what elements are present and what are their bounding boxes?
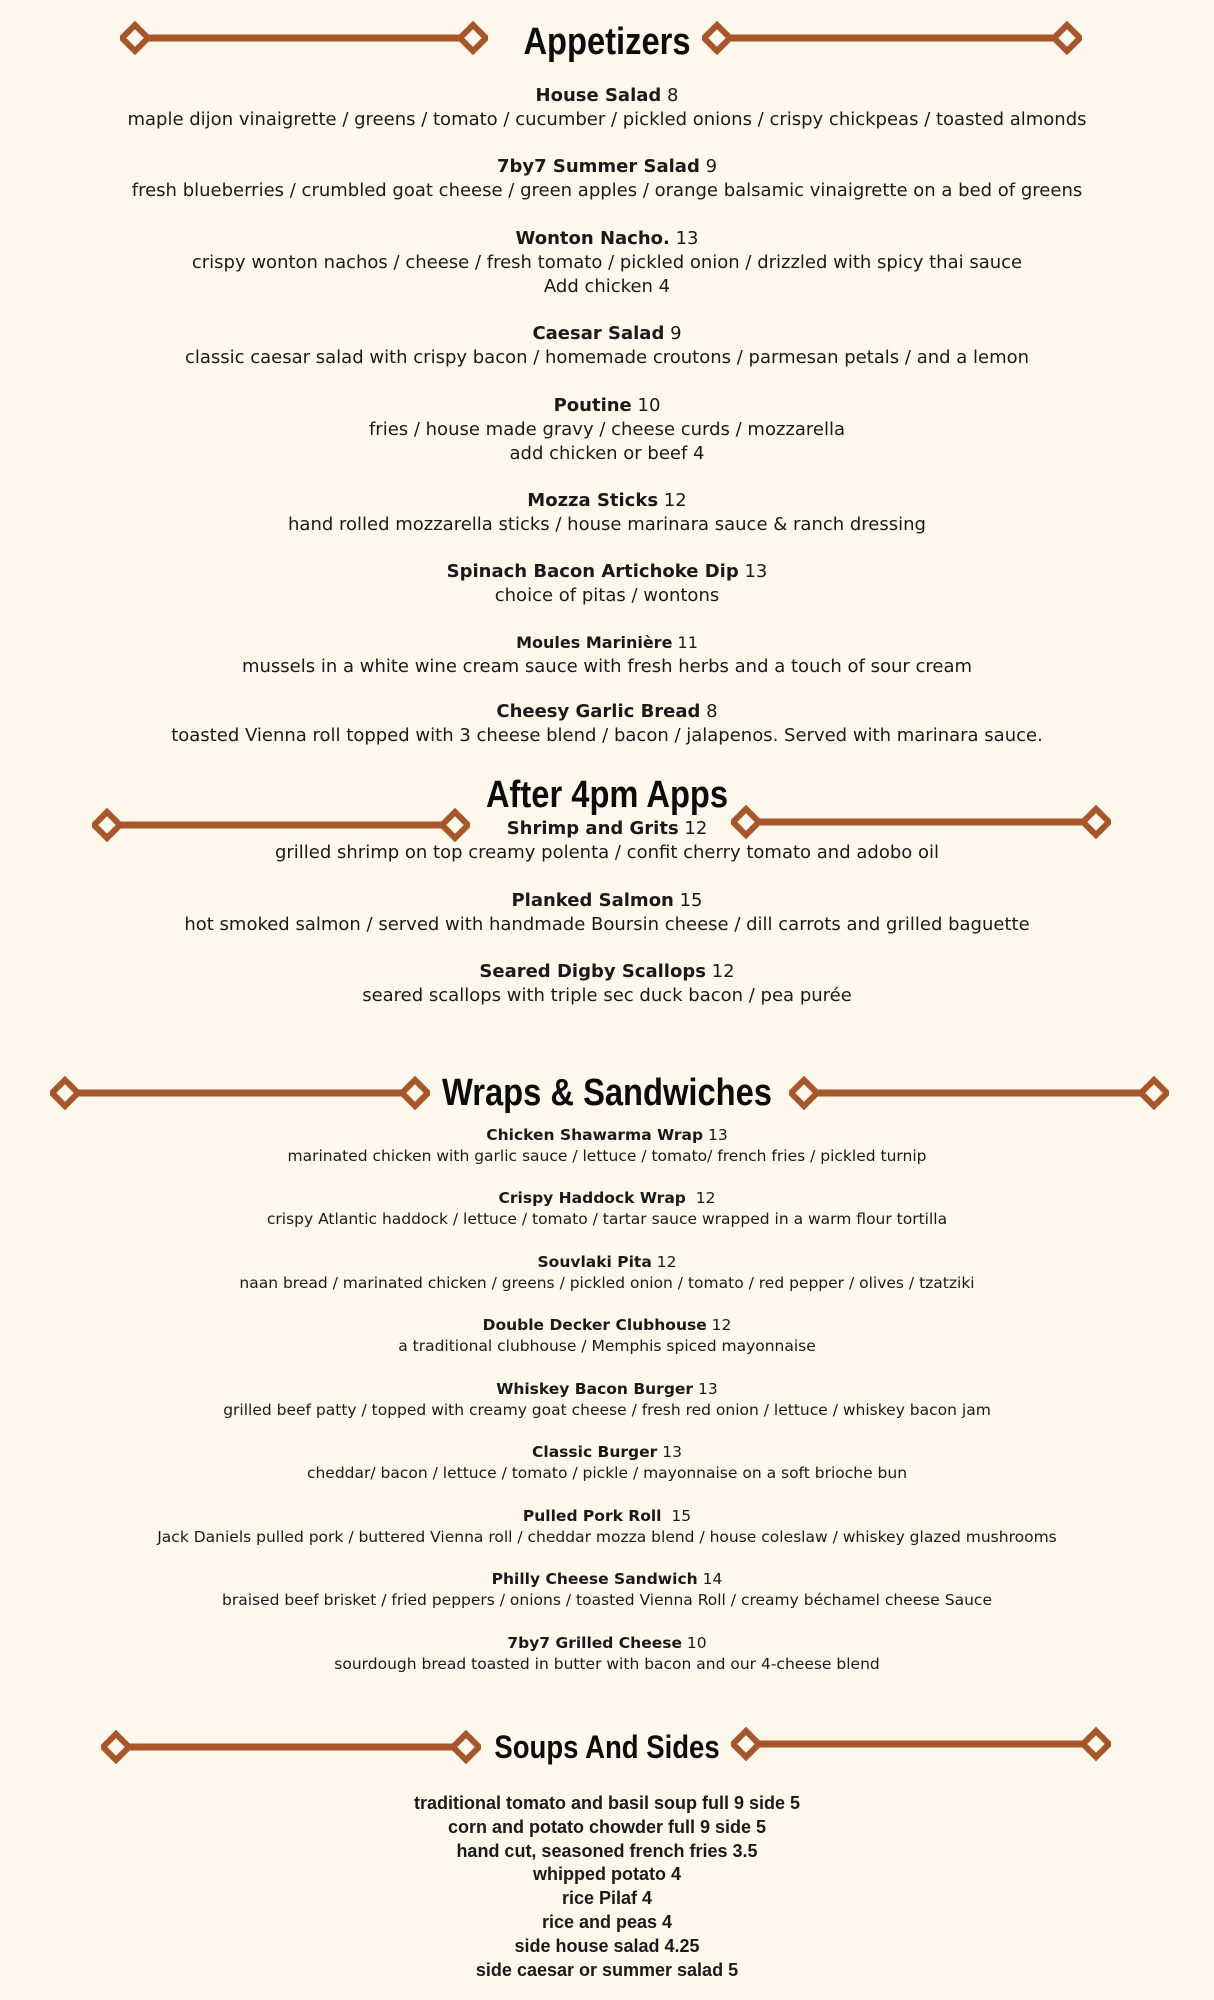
diamond-ornament — [52, 1080, 78, 1106]
decorative-rule — [702, 21, 1082, 55]
soups-sides-list — [0, 1792, 1214, 1982]
menu-item: 7by7 Grilled Cheese 10 sourdough bread toasted in butter with bacon and our 4-cheese blend — [334, 1634, 880, 1673]
rule-svg — [50, 1076, 430, 1110]
side-item: rice and peas 4 — [541, 1911, 673, 1932]
menu-item: Whiskey Bacon Burger 13 grilled beef patty / topped with creamy goat cheese / fresh red onion / lettuce / whiskey bacon jam — [223, 1380, 991, 1419]
rule-svg — [789, 1076, 1169, 1110]
menu-item: Crispy Haddock Wrap 12 crispy Atlantic haddock / lettuce / tomato / tartar sauce wrapped in a warm flour tortilla — [266, 1189, 948, 1228]
soups-heading: Soups And Sides — [494, 1729, 720, 1765]
diamond-ornament — [122, 25, 148, 51]
diamond-ornament — [1083, 1731, 1109, 1757]
side-item: whipped potato 4 — [533, 1864, 681, 1885]
side-item: corn and potato chowder full 9 side 5 — [447, 1816, 767, 1837]
menu-item: Moules Marinière 11 mussels in a white wine cream sauce with fresh herbs and a touch of sour cream — [241, 633, 973, 677]
rule-svg — [120, 21, 488, 55]
diamond-ornament — [791, 1080, 817, 1106]
diamond-ornament — [1054, 25, 1080, 51]
menu-item: Philly Cheese Sandwich 14 braised beef brisket / fried peppers / onions / toasted Vienna Roll / creamy béchamel cheese Sauce — [221, 1570, 992, 1609]
rule-svg — [101, 1730, 481, 1764]
diamond-ornament — [460, 25, 486, 51]
menu-item: Planked Salmon 15 hot smoked salmon / served with handmade Boursin cheese / dill carrots and grilled baguette — [184, 890, 1030, 935]
rule-svg — [731, 1727, 1111, 1761]
diamond-ornament — [453, 1734, 479, 1760]
menu-item: Cheesy Garlic Bread 8 toasted Vienna roll topped with 3 cheese blend / bacon / jalapenos. Served with marinara sauce. — [171, 701, 1043, 746]
decorative-rule — [50, 1076, 430, 1110]
side-item: traditional tomato and basil soup full 9 side 5 — [413, 1793, 801, 1813]
menu-item: Classic Burger 13 cheddar/ bacon / lettuce / tomato / pickle / mayonnaise on a soft brioche bun — [306, 1443, 908, 1482]
wraps-heading: Wraps & Sandwiches — [442, 1072, 772, 1114]
menu-item: Mozza Sticks 12 hand rolled mozzarella sticks / house marinara sauce & ranch dressing — [288, 490, 926, 535]
decorative-rule — [789, 1076, 1169, 1110]
menu-item: Chicken Shawarma Wrap 13 marinated chicken with garlic sauce / lettuce / tomato/ french fries / pickled turnip — [287, 1126, 927, 1165]
menu-item: 7by7 Summer Salad 9 fresh blueberries / crumbled goat cheese / green apples / orange balsamic vinaigrette on a bed of greens — [131, 156, 1083, 201]
diamond-ornament — [1141, 1080, 1167, 1106]
after4pm-heading: After 4pm Apps — [485, 774, 729, 816]
diamond-ornament — [704, 25, 730, 51]
menu-item: Double Decker Clubhouse 12 a traditional clubhouse / Memphis spiced mayonnaise — [398, 1316, 816, 1355]
side-item: rice Pilaf 4 — [561, 1888, 653, 1909]
menu-item: Caesar Salad 9 classic caesar salad with crispy bacon / homemade croutons / parmesan petals / and a lemon — [184, 323, 1030, 368]
menu-item: Seared Digby Scallops 12 seared scallops with triple sec duck bacon / pea purée — [362, 961, 852, 1006]
menu-item: Wonton Nacho. 13 crispy wonton nachos / cheese / fresh tomato / pickled onion / drizzled with spicy thai sauce Add chicken 4 — [191, 228, 1023, 297]
menu-item: Pulled Pork Roll 15 Jack Daniels pulled pork / buttered Vienna roll / cheddar mozza blend / house coleslaw / whiskey glazed mushrooms — [157, 1507, 1057, 1546]
side-item: side house salad 4.25 — [514, 1935, 700, 1956]
decorative-rule — [120, 21, 488, 55]
menu-item: Poutine 10 fries / house made gravy / cheese curds / mozzarella add chicken or beef 4 — [368, 395, 846, 464]
menu-item: House Salad 8 maple dijon vinaigrette / greens / tomato / cucumber / pickled onions / crispy chickpeas / toasted almonds — [127, 85, 1087, 130]
decorative-rule — [731, 1727, 1111, 1761]
diamond-ornament — [103, 1734, 129, 1760]
appetizers-heading: Appetizers — [523, 21, 691, 63]
menu-item: Souvlaki Pita 12 naan bread / marinated chicken / greens / pickled onion / tomato / red pepper / olives / tzatziki — [239, 1253, 975, 1292]
menu-item: Spinach Bacon Artichoke Dip 13 choice of pitas / wontons — [446, 561, 768, 606]
side-item: side caesar or summer salad 5 — [475, 1959, 739, 1980]
rule-svg — [702, 21, 1082, 55]
side-item: hand cut, seasoned french fries 3.5 — [456, 1840, 758, 1861]
diamond-ornament — [402, 1080, 428, 1106]
diamond-ornament — [733, 1731, 759, 1757]
menu-item: Shrimp and Grits 12 grilled shrimp on top creamy polenta / confit cherry tomato and adobo oil — [274, 818, 940, 863]
decorative-rule — [101, 1730, 481, 1764]
